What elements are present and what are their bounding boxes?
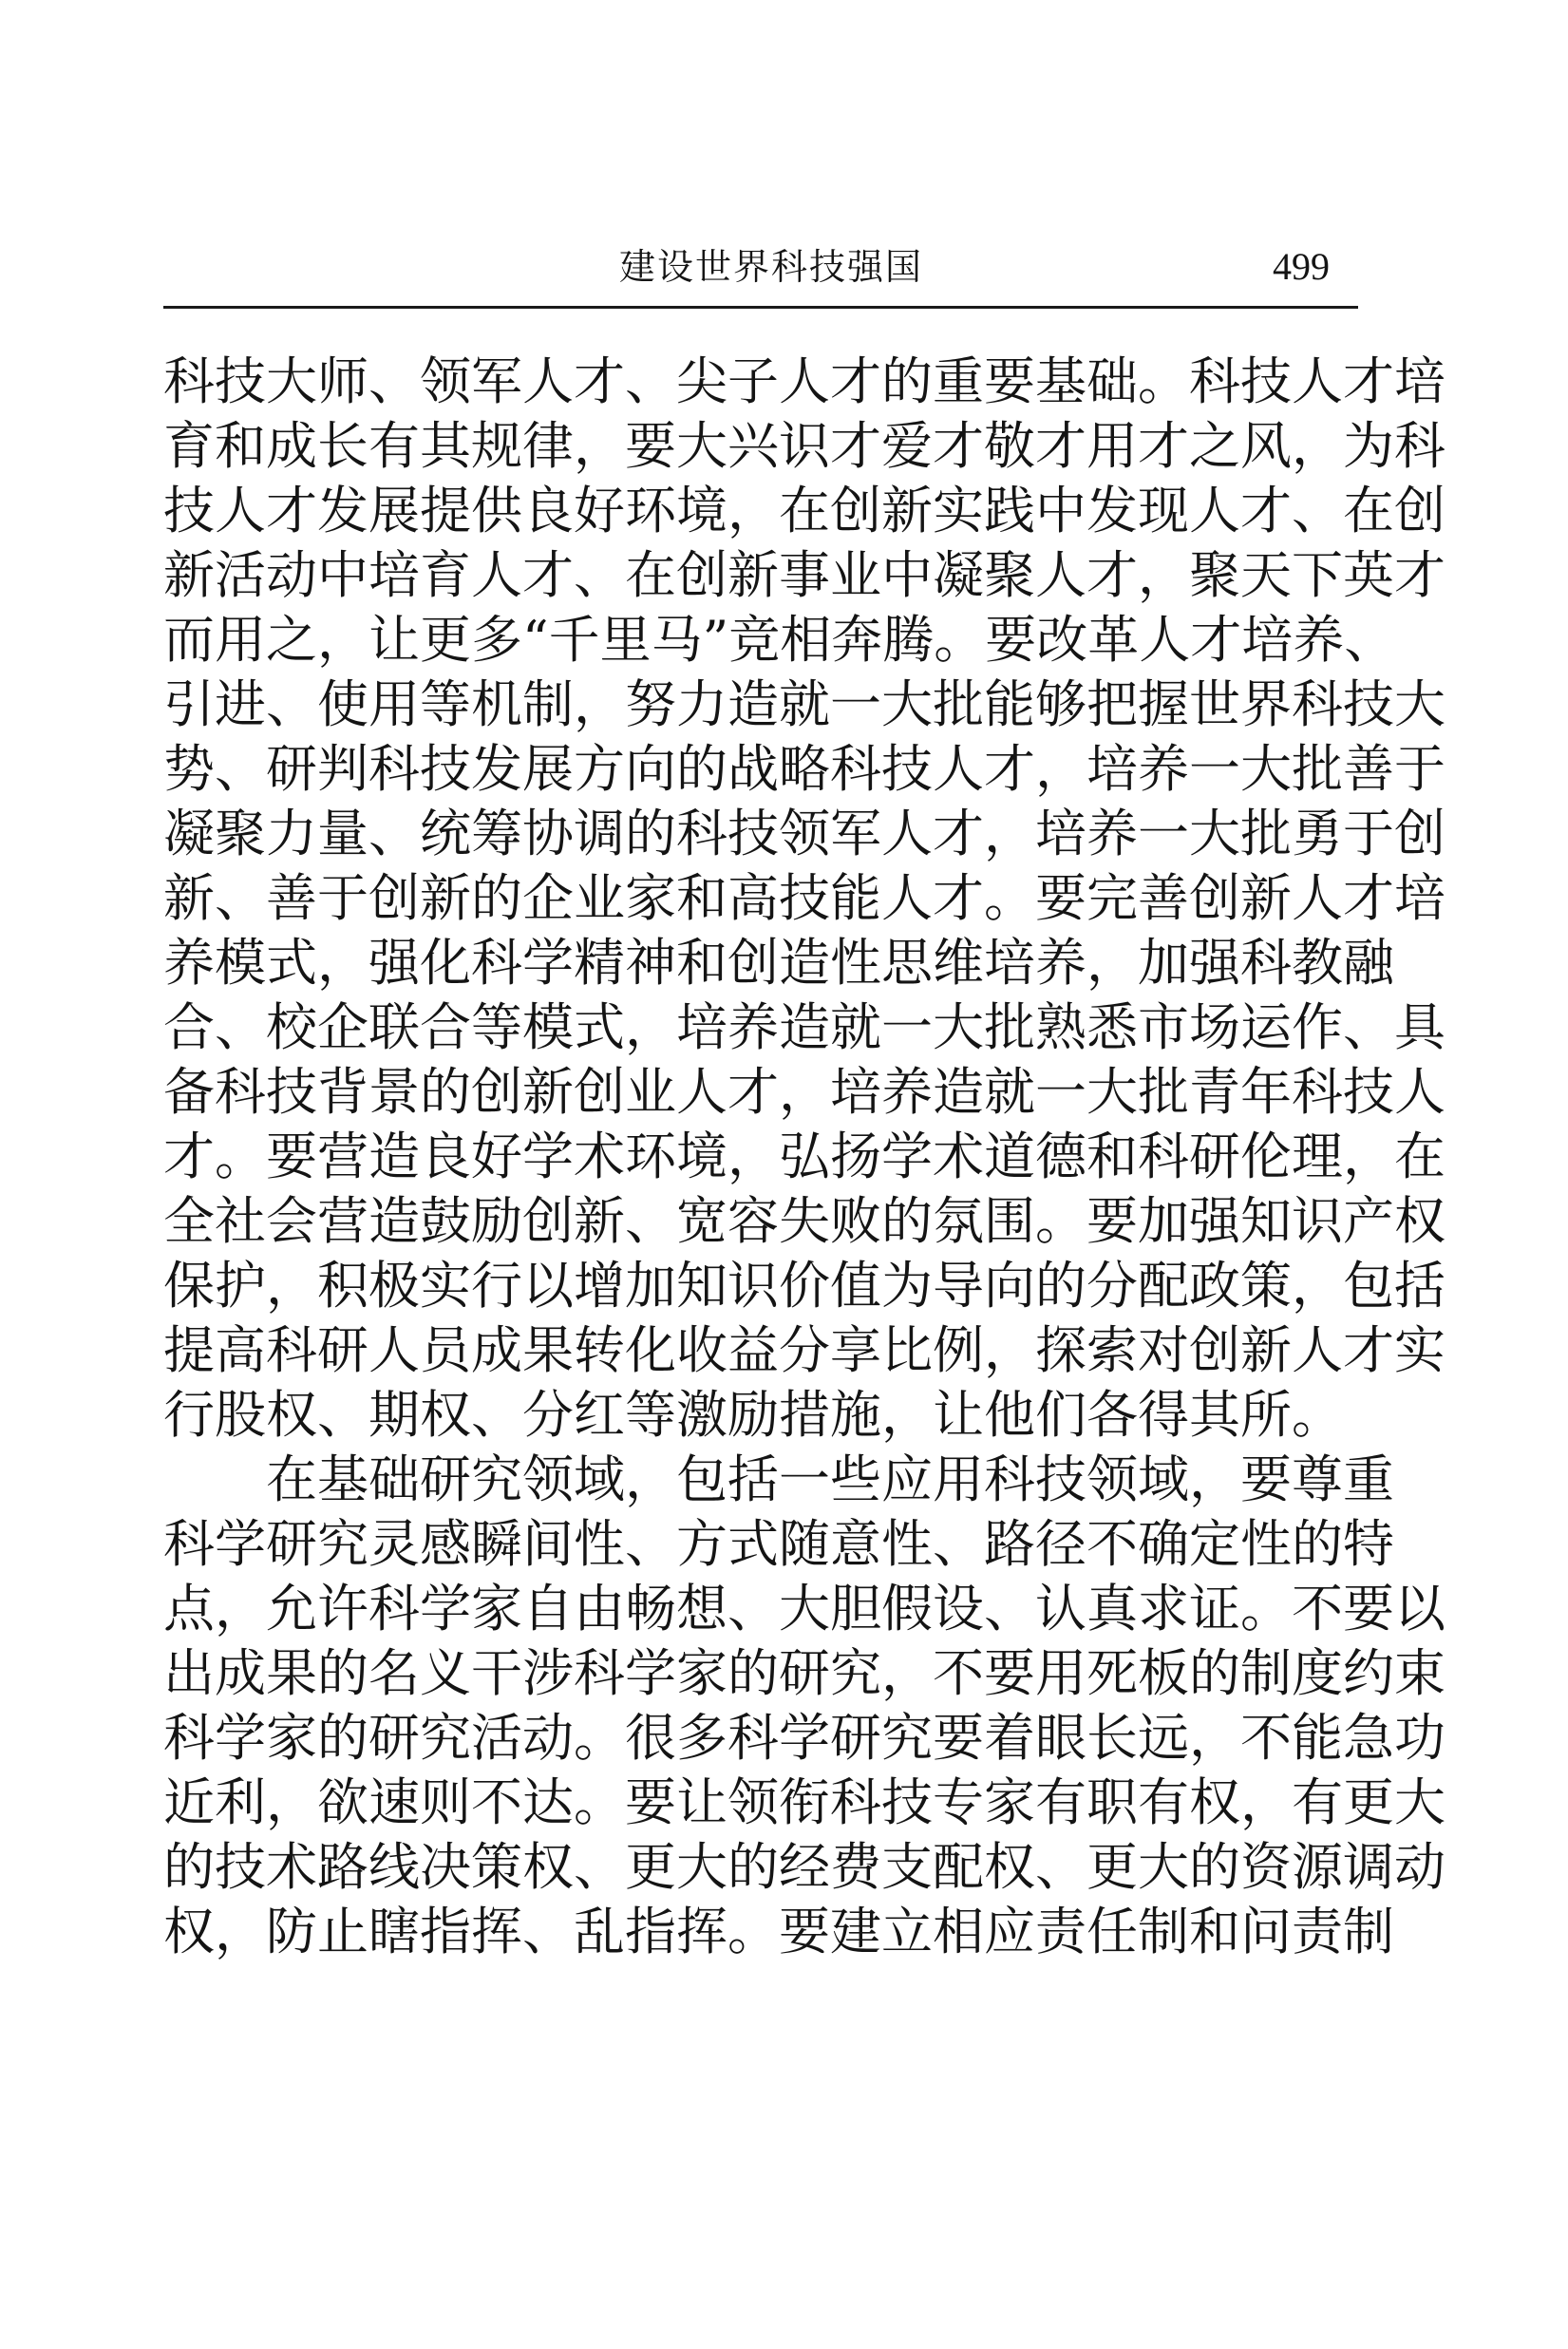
text-line: 保护，积极实行以增加知识价值为导向的分配政策，包括 xyxy=(163,1256,1445,1316)
text-line: 权，防止瞎指挥、乱指挥。要建立相应责任制和问责制 xyxy=(163,1902,1394,1961)
text-line: 凝聚力量、统筹协调的科技领军人才，培养一大批勇于创 xyxy=(163,804,1445,863)
text-line: 科技大师、领军人才、尖子人才的重要基础。科技人才培 xyxy=(163,351,1445,411)
body-text xyxy=(163,350,1445,1964)
text-line: 提高科研人员成果转化收益分享比例，探索对创新人才实 xyxy=(163,1320,1445,1380)
page-number: 499 xyxy=(1273,245,1330,288)
running-header-title: 建设世界科技强国 xyxy=(619,246,924,288)
text-line: 的技术路线决策权、更大的经费支配权、更大的资源调动 xyxy=(163,1837,1445,1897)
text-line: 全社会营造鼓励创新、宽容失败的氛围。要加强知识产权 xyxy=(163,1191,1445,1251)
text-line: 势、研判科技发展方向的战略科技人才，培养一大批善于 xyxy=(163,739,1445,799)
text-line: 新活动中培育人才、在创新事业中凝聚人才，聚天下英才 xyxy=(163,545,1445,605)
text-line: 而用之，让更多“千里马”竞相奔腾。要改革人才培养、 xyxy=(163,610,1396,670)
text-line: 新、善于创新的企业家和高技能人才。要完善创新人才培 xyxy=(163,868,1445,928)
text-line: 才。要营造良好学术环境，弘扬学术道德和科研伦理，在 xyxy=(163,1127,1445,1186)
text-line: 技人才发展提供良好环境，在创新实践中发现人才、在创 xyxy=(163,481,1445,540)
text-line: 近利，欲速则不达。要让领衔科技专家有职有权，有更大 xyxy=(163,1772,1445,1832)
text-line: 出成果的名义干涉科学家的研究，不要用死板的制度约束 xyxy=(163,1643,1445,1703)
text-line: 育和成长有其规律，要大兴识才爱才敬才用才之风，为科 xyxy=(163,416,1445,476)
text-line: 备科技背景的创新创业人才，培养造就一大批青年科技人 xyxy=(163,1062,1445,1122)
text-line: 引进、使用等机制，努力造就一大批能够把握世界科技大 xyxy=(163,674,1445,734)
running-header xyxy=(163,243,1358,300)
header-rule xyxy=(163,306,1358,309)
text-line: 科学研究灵感瞬间性、方式随意性、路径不确定性的特 xyxy=(163,1514,1394,1574)
paragraph-last-line: 行股权、期权、分红等激励措施，让他们各得其所。 xyxy=(163,1385,1343,1445)
text-line: 科学家的研究活动。很多科学研究要着眼长远，不能急功 xyxy=(163,1708,1445,1768)
text-line: 点，允许科学家自由畅想、大胆假设、认真求证。不要以 xyxy=(163,1579,1445,1639)
paragraph-first-line: 在基础研究领域，包括一些应用科技领域，要尊重 xyxy=(266,1449,1394,1509)
text-line: 合、校企联合等模式，培养造就一大批熟悉市场运作、具 xyxy=(163,997,1445,1057)
text-line: 养模式，强化科学精神和创造性思维培养，加强科教融 xyxy=(163,933,1394,993)
